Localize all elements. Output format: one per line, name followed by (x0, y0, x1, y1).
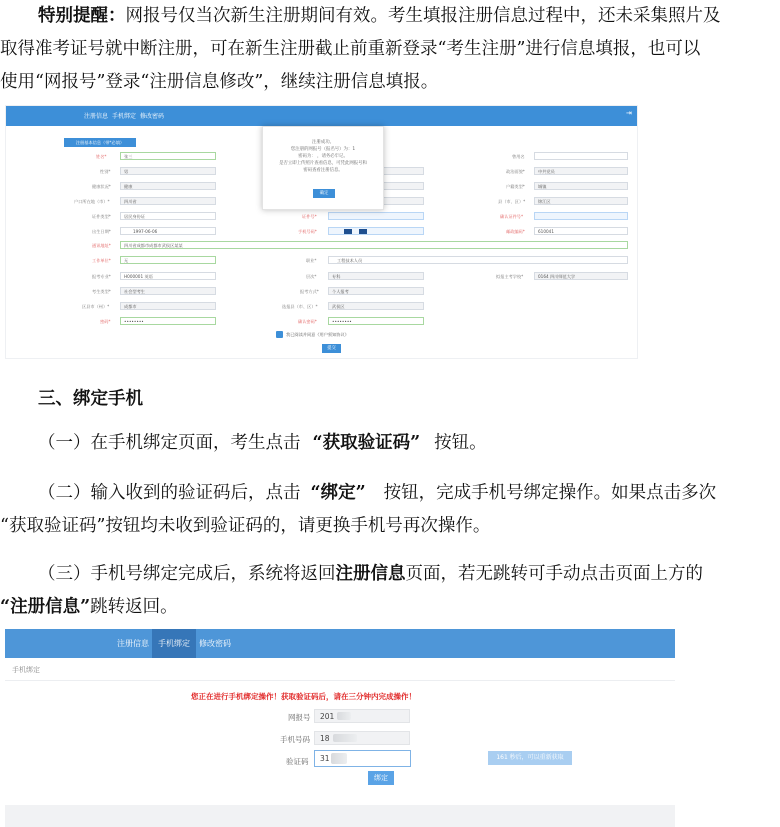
modal-line: 注册成功。 (312, 140, 334, 145)
occupation-select[interactable] (328, 256, 628, 264)
agreement-checkbox[interactable] (276, 331, 283, 338)
label-school: 拟报主考学校* (496, 274, 524, 279)
label-former-name: 曾用名 (512, 154, 525, 159)
footer-bar (5, 805, 675, 827)
label-postcode: 邮政编码* (506, 229, 525, 234)
label-major: 报考专业* (92, 274, 111, 279)
label-confirm-password: 确认密码* (298, 319, 317, 324)
masked-block (337, 712, 351, 720)
household-select[interactable] (534, 182, 628, 190)
level-select[interactable] (328, 272, 424, 280)
label-phone: 手机号码* (298, 229, 317, 234)
label-id-type: 证件类型* (92, 214, 111, 219)
label-level: 层次* (306, 274, 317, 279)
step1-text: （一）在手机绑定页面，考生点击 (38, 433, 301, 453)
school-select[interactable] (534, 272, 628, 280)
step-1 (38, 427, 780, 460)
city-select[interactable] (120, 302, 216, 310)
step2-keyword: “绑定” (310, 483, 366, 503)
label-hukou: 户口所在地（市）* (74, 199, 110, 204)
modal-line: 您注册的网报号（报名号）为：1 (290, 147, 356, 152)
county2-value: 锦江区 (538, 199, 551, 204)
step2-text2: 按钮，完成手机号绑定操作。如果点击多次 (383, 483, 717, 503)
nav-bar (6, 106, 637, 126)
district-select[interactable] (328, 302, 424, 310)
submit-button[interactable]: 提交 (322, 344, 341, 353)
label-birthdate: 出生日期* (92, 229, 111, 234)
step1-keyword: “获取验证码” (312, 433, 421, 453)
address-input[interactable] (120, 241, 628, 249)
intro-line-2: 取得准考证号就中断注册，可在新生注册截止前重新登录“考生注册”进行信息填报，也可以 (0, 39, 701, 59)
netno-field (314, 709, 410, 723)
phone-field (314, 731, 410, 745)
phone-value: 18 (320, 734, 330, 743)
step3-end: 跳转返回。 (90, 597, 178, 617)
step3-keyword2: “注册信息” (0, 597, 91, 617)
workplace-input[interactable] (120, 256, 216, 264)
label-workplace: 工作单位* (92, 258, 111, 263)
confirm-password-value: •••••••• (332, 319, 352, 324)
health-select[interactable] (120, 182, 216, 190)
breadcrumb-bar (5, 658, 675, 681)
id-type-value: 居民身份证 (124, 214, 145, 219)
intro-paragraph (0, 0, 780, 33)
modal-confirm-button[interactable]: 确定 (313, 189, 335, 198)
password-value: •••••••• (124, 319, 144, 324)
exit-icon[interactable]: ⇥ (626, 109, 632, 117)
warning-text: 您正在进行手机绑定操作！获取验证码后，请在三分钟内完成操作！ (191, 692, 416, 701)
birthdate-value: 1997-06-06 (133, 229, 158, 234)
major-select[interactable] (120, 272, 216, 280)
health-value: 健康 (124, 184, 133, 189)
step3-text: （三）手机号绑定完成后，系统将返回 (38, 564, 336, 584)
tab-phone-bind[interactable]: 手机绑定 (112, 113, 137, 120)
confirm-id-input[interactable] (534, 212, 628, 220)
label-apply-mode: 报考方式* (300, 289, 319, 294)
label-password: 密码* (100, 319, 111, 324)
hukou-select[interactable] (120, 197, 216, 205)
address-value: 四川省成都市成都市武侯区某某 (124, 243, 183, 248)
city-value: 成都市 (124, 304, 137, 309)
label-address: 通讯地址* (92, 243, 111, 248)
code-label: 验证码 (286, 757, 309, 766)
major-value: H000001 英语 (124, 274, 153, 279)
step-2 (38, 477, 780, 510)
code-value: 31 (320, 754, 330, 763)
gender-value: 男 (124, 169, 129, 174)
breadcrumb: 手机绑定 (12, 666, 40, 674)
exam-type-value: 社会型考生 (124, 289, 145, 294)
occupation-value: 工程技术人员 (337, 258, 363, 263)
step3-text2: 页面，若无跳转可手动点击页面上方的 (405, 564, 703, 584)
label-id-number: 证件号* (302, 214, 317, 219)
label-household: 户籍类型* (506, 184, 525, 189)
level-value: 专科 (332, 274, 341, 279)
intro-title: 特别提醒： (38, 6, 126, 26)
former-name-input[interactable] (534, 152, 628, 160)
intro-text-1: 网报号仅当次新生注册期间有效。考生填报注册信息过程中，还未采集照片及 (125, 6, 721, 26)
id-type-select[interactable] (120, 212, 216, 220)
id-number-input[interactable] (328, 212, 424, 220)
masked-block (359, 229, 367, 234)
workplace-value: 无 (124, 258, 129, 263)
label-gender: 性别* (100, 169, 111, 174)
code-input[interactable] (314, 750, 411, 767)
modal-line: 是否立即上传照片查看信息，可凭此网报号和 (279, 161, 367, 166)
registration-screenshot (5, 105, 638, 359)
step2-text: （二）输入收到的验证码后，点击 (38, 483, 301, 503)
tab-register-info[interactable]: 注册信息 (117, 639, 149, 648)
postcode-input[interactable] (534, 227, 628, 235)
school-value: 0164 四川师范大学 (538, 274, 576, 279)
label-confirm-id: 确认证件号* (500, 214, 524, 219)
step1-end: 按钮。 (434, 433, 487, 453)
household-value: 城镇 (538, 184, 547, 189)
masked-block (331, 753, 347, 764)
name-input[interactable] (120, 152, 216, 160)
masked-block (333, 734, 357, 742)
apply-mode-value: 个人报考 (332, 289, 349, 294)
label-occupation: 职业* (306, 258, 317, 263)
label-health: 健康状况* (92, 184, 111, 189)
modal-line: 密码查看注册信息。 (303, 168, 343, 173)
tab-register-info[interactable]: 注册信息 (84, 113, 109, 120)
agreement-text[interactable]: 我已阅读并同意《用户须知协议》 (286, 332, 349, 337)
birthdate-input[interactable] (120, 227, 216, 235)
phone-bind-screenshot (5, 629, 675, 827)
label-name: 姓名* (96, 154, 107, 159)
netno-value: 201 (320, 712, 335, 721)
netno-label: 网报号 (288, 713, 311, 722)
step-3 (38, 558, 780, 591)
label-county2: 县（市、区）* (498, 199, 526, 204)
apply-mode-select[interactable] (328, 287, 424, 295)
confirm-password-input[interactable] (328, 317, 424, 325)
bind-button[interactable]: 绑定 (368, 771, 394, 785)
success-modal (262, 126, 384, 210)
password-input[interactable] (120, 317, 216, 325)
tab-change-password[interactable]: 修改密码 (199, 639, 231, 648)
tab-phone-bind[interactable]: 手机绑定 (152, 629, 196, 658)
gender-select[interactable] (120, 167, 216, 175)
district-value: 武侯区 (332, 304, 345, 309)
postcode-value: 610041 (538, 229, 554, 234)
step-2-line2: “获取验证码”按钮均未收到验证码的，请更换手机号再次操作。 (0, 516, 491, 536)
label-politics: 政治面貌* (506, 169, 525, 174)
label-exam-type: 考生类型* (92, 289, 111, 294)
label-city: 区县市（州）* (82, 304, 110, 309)
county2-select[interactable] (534, 197, 628, 205)
intro-line-3: 使用“网报号”登录“注册信息修改”，继续注册信息填报。 (0, 72, 439, 92)
politics-value: 中共党员 (538, 169, 555, 174)
nav-bar (5, 629, 675, 658)
section-heading: 三、绑定手机 (38, 389, 143, 409)
tab-change-password[interactable]: 修改密码 (140, 113, 165, 120)
phone-label: 手机号码 (280, 735, 310, 744)
get-code-button[interactable]: 161 秒后，可以重新获取 (488, 751, 572, 765)
politics-select[interactable] (534, 167, 628, 175)
hukou-value: 四川省 (124, 199, 137, 204)
masked-block (344, 229, 352, 234)
phone-input[interactable] (328, 227, 424, 235)
basic-info-button[interactable]: 注册基本信息（带*必填） (64, 138, 136, 147)
modal-line: 密码为： ，请务必牢记。 (298, 154, 348, 159)
step3-keyword: 注册信息 (335, 564, 406, 584)
step-3-line2 (0, 591, 780, 624)
label-district: 选报县（市、区）* (282, 304, 318, 309)
name-value: 张三 (124, 154, 133, 159)
exam-type-select[interactable] (120, 287, 216, 295)
